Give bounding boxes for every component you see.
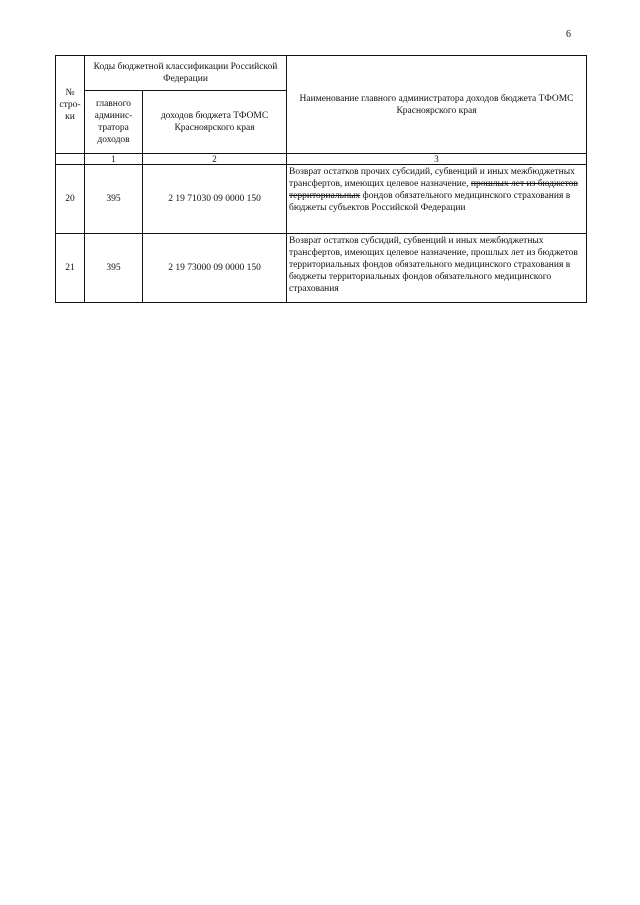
page-number: 6 bbox=[566, 29, 571, 40]
row-number: 21 bbox=[56, 234, 85, 303]
row-name-part2: фондов обязательного медицинского страхования в бюджеты субъектов Российской Федерации bbox=[289, 191, 571, 213]
row-name-struck: прошлых лет из бюджетов территориальных bbox=[289, 179, 578, 201]
row-admin-code: 395 bbox=[85, 234, 143, 303]
column-number-row bbox=[56, 154, 587, 165]
row-admin-code: 395 bbox=[85, 165, 143, 234]
header-main-admin: главного админис-тратора доходов bbox=[85, 91, 143, 154]
column-number-empty bbox=[56, 154, 85, 165]
row-revenue-code: 2 19 71030 09 0000 150 bbox=[143, 165, 287, 234]
budget-classification-table bbox=[55, 55, 587, 303]
header-revenue-code: доходов бюджета ТФОМС Красноярского края bbox=[143, 91, 287, 154]
header-name: Наименование главного администратора доходов бюджета ТФОМС Красноярского края bbox=[287, 56, 587, 154]
row-number: 20 bbox=[56, 165, 85, 234]
header-row-top bbox=[56, 56, 587, 91]
column-number-2: 2 bbox=[143, 154, 287, 165]
row-revenue-code: 2 19 73000 09 0000 150 bbox=[143, 234, 287, 303]
table-row bbox=[56, 165, 587, 234]
row-name bbox=[287, 165, 587, 234]
table-row bbox=[56, 234, 587, 303]
column-number-3: 3 bbox=[287, 154, 587, 165]
header-row-number: № стро-ки bbox=[56, 56, 85, 154]
row-name: Возврат остатков субсидий, субвенций и иных межбюджетных трансфертов, имеющих целевое назначение, прошлых лет из бюджетов территориальных фондов обязательного медицинского страхования в бюджеты территориальных фондов обязательного медицинского страхования bbox=[287, 234, 587, 303]
row-name-part1: Возврат остатков прочих субсидий, субвенций и иных межбюджетных трансфертов, имеющих целевое назначение, bbox=[289, 167, 575, 189]
header-codes-group: Коды бюджетной классификации Российской Федерации bbox=[85, 56, 287, 91]
column-number-1: 1 bbox=[85, 154, 143, 165]
